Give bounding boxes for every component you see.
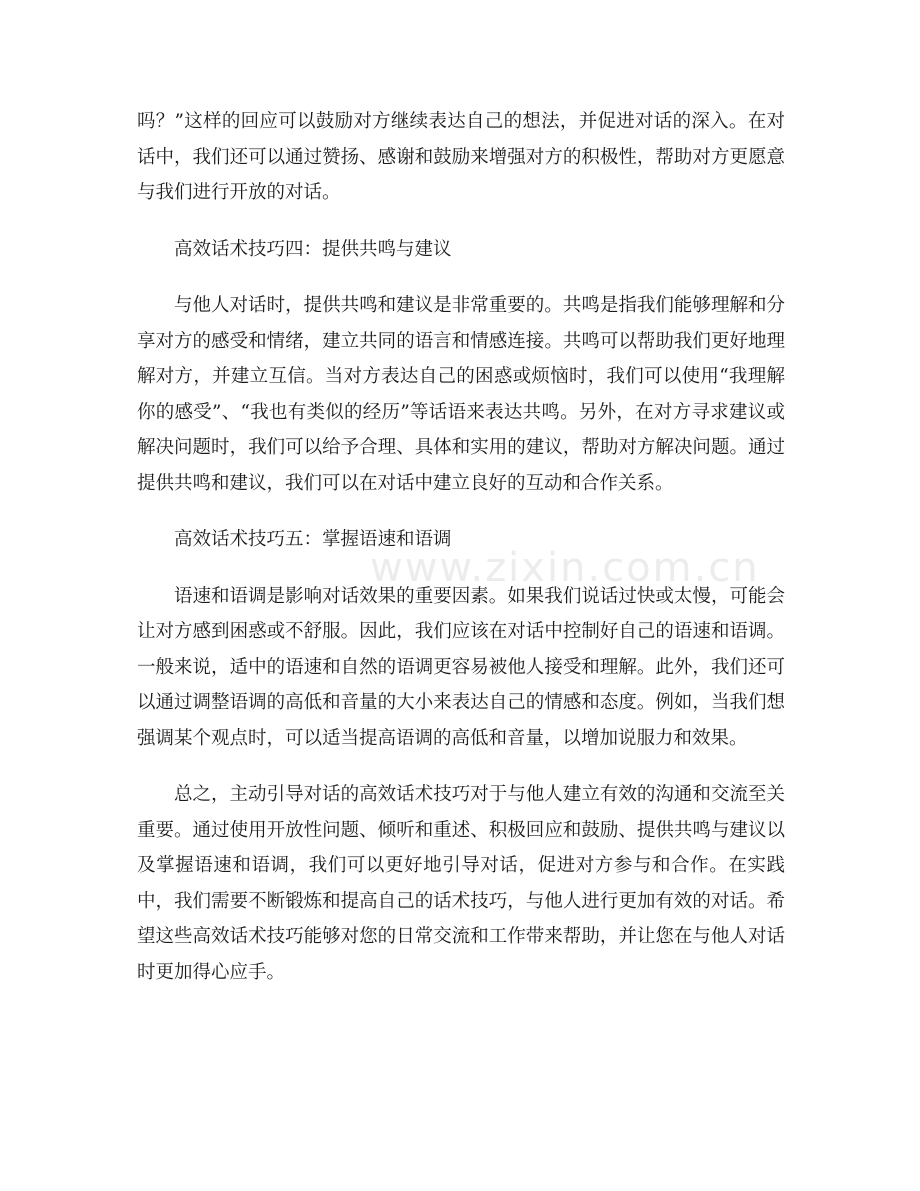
document-body [137, 104, 785, 1011]
watermark-text: www.zixin.com.cn [370, 545, 760, 591]
section-heading-5: 高效话术技巧五：掌握语速和语调 [174, 529, 452, 550]
paragraph-conclusion: 总之，主动引导对话的高效话术技巧对于与他人建立有效的沟通和交流至关重要。通过使用开放性问题、倾听和重述、积极回应和鼓励、提供共鸣与建议以及掌握语速和语调，我们可以更好地引导对话，促进对方参与和合作。在实践中，我们需要不断锻炼和提高自己的话术技巧，与他人进行更加有效的对话。希望这些高效话术技巧能够对您的日常交流和工作带来帮助，并让您在与他人对话时更加得心应手。 [137, 784, 785, 983]
section-heading-4: 高效话术技巧四：提供共鸣与建议 [174, 238, 452, 260]
paragraph-continuation: 吗？”这样的回应可以鼓励对方继续表达自己的想法，并促进对话的深入。在对话中，我们还可以通过赞扬、感谢和鼓励来增强对方的积极性，帮助对方更愿意与我们进行开放的对话。 [137, 111, 785, 203]
paragraph-empathy-advice: 与他人对话时，提供共鸣和建议是非常重要的。共鸣是指我们能够理解和分享对方的感受和情绪，建立共同的语言和情感连接。共鸣可以帮助我们更好地理解对方，并建立互信。当对方表达自己的困惑或烦恼时，我们可以使用“我理解你的感受”、“我也有类似的经历”等话语来表达共鸣。另外，在对方寻求建议或解决问题时，我们可以给予合理、具体和实用的建议，帮助对方解决问题。通过提供共鸣和建议，我们可以在对话中建立良好的互动和合作关系。 [137, 295, 785, 494]
paragraph-speed-tone: 语速和语调是影响对话效果的重要因素。如果我们说话过快或太慢，可能会让对方感到困惑或不舒服。因此，我们应该在对话中控制好自己的语速和语调。一般来说，适中的语速和自然的语调更容易被他人接受和理解。此外，我们还可以通过调整语调的高低和音量的大小来表达自己的情感和态度。例如，当我们想强调某个观点时，可以适当提高语调的高低和音量，以增加说服力和效果。 [137, 585, 785, 749]
